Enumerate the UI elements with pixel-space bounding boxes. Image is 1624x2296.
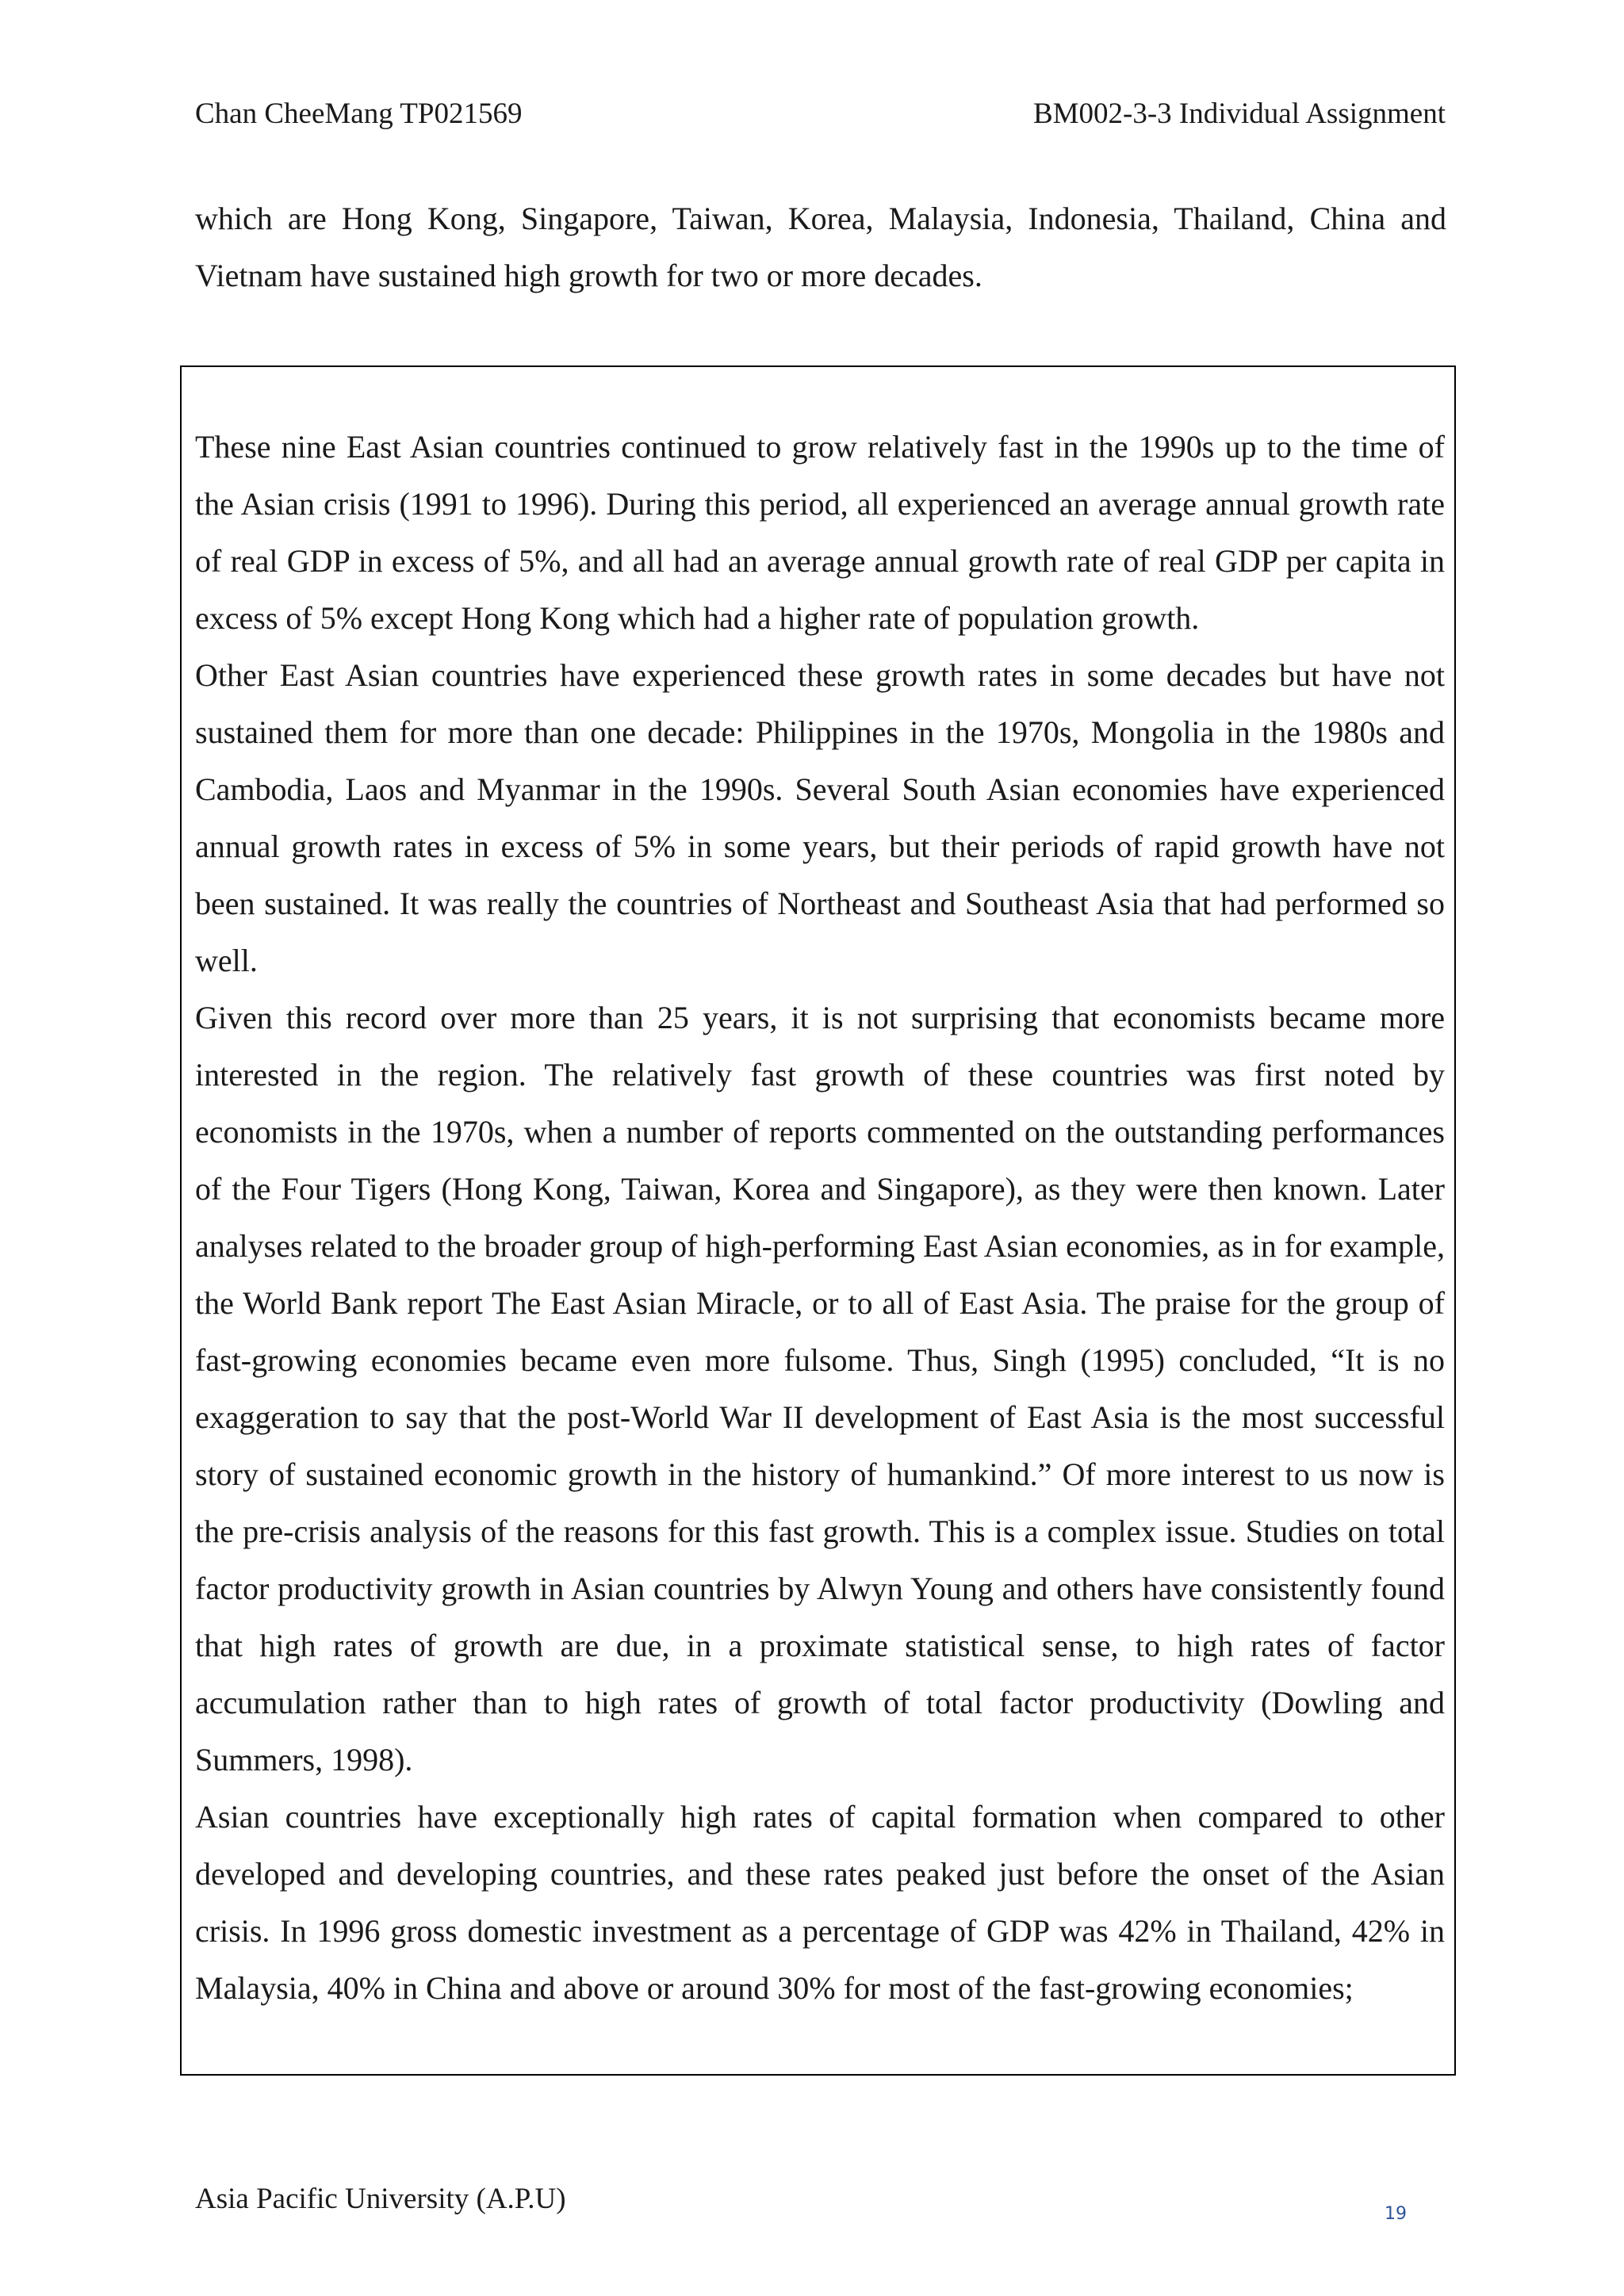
quote-paragraph-2: Other East Asian countries have experienced these growth rates in some decades but have not sustained them for more than one decade: Philippines in the 1970s, Mongolia in the 1980s and Cambodia, Laos and Myanmar in the 1990s. Several South Asian economies have experienced annual growth rates in excess of 5% in some years, but their periods of rapid growth have not been sustained. It was really the countries of Northeast and Southeast Asia that had performed so well. — [195, 657, 1445, 978]
quote-paragraph-1: These nine East Asian countries continued to grow relatively fast in the 1990s up to the time of the Asian crisis (1991 to 1996). During this period, all experienced an average annual growth rate of real GDP in excess of 5%, and all had an average annual growth rate of real GDP per capita in excess of 5% except Hong Kong which had a higher rate of population growth. — [195, 429, 1445, 636]
footer-institution: Asia Pacific University (A.P.U) — [195, 2183, 566, 2215]
quote-body — [195, 419, 1445, 2017]
page-number: 19 — [1385, 2204, 1407, 2224]
quote-paragraph-4: Asian countries have exceptionally high rates of capital formation when compared to other developed and developing countries, and these rates peaked just before the onset of the Asian crisis. In 1996 gross domestic investment as a percentage of GDP was 42% in Thailand, 42% in Malaysia, 40% in China and above or around 30% for most of the fast-growing economies; — [195, 1799, 1445, 2006]
quote-paragraph-3: Given this record over more than 25 years, it is not surprising that economists became more interested in the region. The relatively fast growth of these countries was first noted by economists in the 1970s, when a number of reports commented on the outstanding performances of the Four Tigers (Hong Kong, Taiwan, Korea and Singapore), as they were then known. Later analyses related to the broader group of high-performing East Asian economies, as in for example, the World Bank report The East Asian Miracle, or to all of East Asia. The praise for the group of fast-growing economies became even more fulsome. Thus, Singh (1995) concluded, “It is no exaggeration to say that the post-World War II development of East Asia is the most successful story of sustained economic growth in the history of humankind.” Of more interest to us now is the pre-crisis analysis of the reasons for this fast growth. This is a complex issue. Studies on total factor productivity growth in Asian countries by Alwyn Young and others have consistently found that high rates of growth are due, in a proximate statistical sense, to high rates of factor accumulation rather than to high rates of growth of total factor productivity (Dowling and Summers, 1998). — [195, 1000, 1445, 1777]
intro-paragraph: which are Hong Kong, Singapore, Taiwan, Korea, Malaysia, Indonesia, Thailand, China and Vietnam have sustained high growth for two or more decades. — [195, 201, 1446, 293]
header-course: BM002-3-3 Individual Assignment — [1032, 98, 1446, 130]
quoted-text-box — [180, 365, 1456, 2076]
header-author: Chan CheeMang TP021569 — [195, 98, 523, 130]
